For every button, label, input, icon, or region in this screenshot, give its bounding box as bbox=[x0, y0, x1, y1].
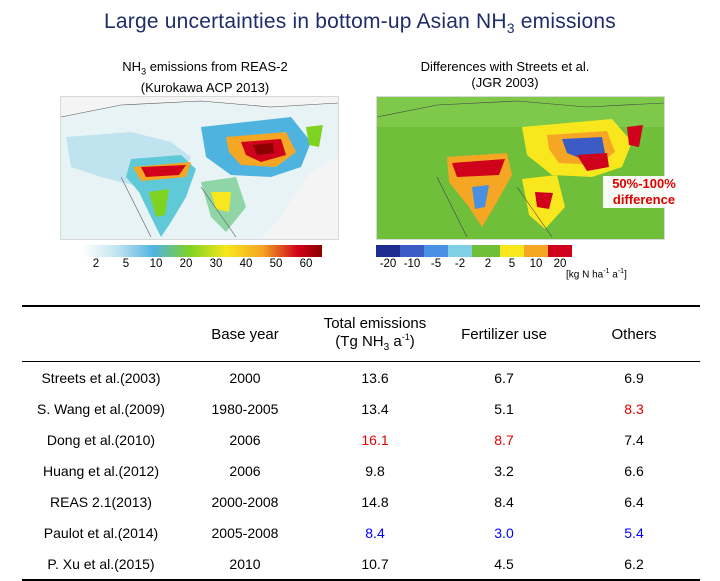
colorbar-tick: -2 bbox=[454, 258, 466, 270]
source-cell: S. Wang et al.(2009) bbox=[37, 400, 165, 417]
right-panel-label: Differences with Streets et al. (JGR 2003) bbox=[420, 59, 590, 90]
emissions-colorbar-ticks bbox=[82, 258, 332, 274]
colorbar-tick: 5 bbox=[508, 258, 516, 270]
total-emissions-cell: 14.8 bbox=[361, 493, 389, 510]
source-cell: Paulot et al.(2014) bbox=[43, 524, 159, 541]
base-year-cell: 2006 bbox=[229, 431, 261, 448]
base-year-cell: 2006 bbox=[229, 462, 261, 479]
others-cell: 8.3 bbox=[624, 400, 644, 417]
difference-map bbox=[376, 96, 665, 240]
base-year-cell: 2005-2008 bbox=[211, 524, 279, 541]
source-cell: Dong et al.(2010) bbox=[46, 431, 156, 448]
others-cell: 6.4 bbox=[624, 493, 644, 510]
colorbar-tick: -10 bbox=[403, 258, 421, 270]
table-row bbox=[22, 486, 700, 517]
source-cell: Streets et al.(2003) bbox=[41, 369, 161, 386]
total-emissions-cell: 16.1 bbox=[361, 431, 389, 448]
colorbar-tick: 10 bbox=[149, 258, 163, 270]
table-header-row bbox=[22, 306, 700, 362]
base-year-cell: 2010 bbox=[229, 555, 261, 572]
difference-colorbar bbox=[376, 244, 572, 256]
fertilizer-cell: 4.5 bbox=[494, 555, 514, 572]
table-row bbox=[22, 424, 700, 455]
source-cell: Huang et al.(2012) bbox=[43, 462, 159, 479]
total-emissions-cell: 10.7 bbox=[361, 555, 389, 572]
colorbar-tick: 40 bbox=[239, 258, 253, 270]
colorbar-tick: 20 bbox=[179, 258, 193, 270]
others-cell: 7.4 bbox=[624, 431, 644, 448]
fertilizer-cell: 5.1 bbox=[494, 400, 514, 417]
fertilizer-cell: 8.7 bbox=[494, 431, 514, 448]
emissions-map bbox=[60, 96, 339, 240]
colorbar-tick: 2 bbox=[92, 258, 100, 270]
colorbar-tick: 20 bbox=[553, 258, 567, 270]
colorbar-unit: [kg N $ha^{-1}$ $a^{-1}$] bbox=[566, 268, 627, 281]
colorbar-tick: -5 bbox=[430, 258, 442, 270]
others-cell: 6.9 bbox=[624, 369, 644, 386]
colorbar-tick: 2 bbox=[484, 258, 492, 270]
base-year-cell: 1980-2005 bbox=[211, 400, 279, 417]
left-panel-label: $NH_3$ emissions from REAS-2 (Kurokawa ACP 2013) bbox=[122, 59, 288, 95]
difference-annotation: 50%-100% difference bbox=[603, 176, 685, 208]
difference-colorbar-ticks bbox=[376, 258, 596, 274]
total-emissions-cell: 8.4 bbox=[365, 524, 385, 541]
colorbar-tick: 10 bbox=[529, 258, 543, 270]
total-emissions-cell: 13.6 bbox=[361, 369, 389, 386]
total-emissions-cell: 9.8 bbox=[365, 462, 385, 479]
header-base-year: Base year bbox=[211, 325, 279, 343]
table-row bbox=[22, 393, 700, 424]
table-row bbox=[22, 455, 700, 486]
base-year-cell: 2000-2008 bbox=[211, 493, 279, 510]
others-cell: 6.6 bbox=[624, 462, 644, 479]
colorbar-tick: 50 bbox=[269, 258, 283, 270]
fertilizer-cell: 8.4 bbox=[494, 493, 514, 510]
colorbar-tick: -20 bbox=[379, 258, 397, 270]
total-emissions-cell: 13.4 bbox=[361, 400, 389, 417]
others-cell: 6.2 bbox=[624, 555, 644, 572]
fertilizer-cell: 6.7 bbox=[494, 369, 514, 386]
colorbar-tick: 60 bbox=[299, 258, 313, 270]
base-year-cell: 2000 bbox=[229, 369, 261, 386]
source-cell: REAS 2.1(2013) bbox=[50, 493, 152, 510]
fertilizer-cell: 3.2 bbox=[494, 462, 514, 479]
emissions-colorbar bbox=[82, 244, 322, 256]
header-total-emissions: Total emissions (Tg $NH_3$ $a^{-1}$) bbox=[323, 315, 427, 353]
others-cell: 5.4 bbox=[624, 524, 644, 541]
colorbar-tick: 30 bbox=[209, 258, 223, 270]
header-others: Others bbox=[611, 325, 657, 343]
header-source bbox=[22, 306, 180, 362]
source-cell: P. Xu et al.(2015) bbox=[47, 555, 155, 572]
colorbar-tick: 5 bbox=[122, 258, 130, 270]
table-row bbox=[22, 362, 700, 394]
slide-title: Large uncertainties in bottom-up Asian $NH_3$ emissions bbox=[104, 10, 616, 36]
table-row bbox=[22, 517, 700, 548]
header-fertilizer-use: Fertilizer use bbox=[461, 325, 547, 343]
table-row bbox=[22, 548, 700, 580]
fertilizer-cell: 3.0 bbox=[494, 524, 514, 541]
